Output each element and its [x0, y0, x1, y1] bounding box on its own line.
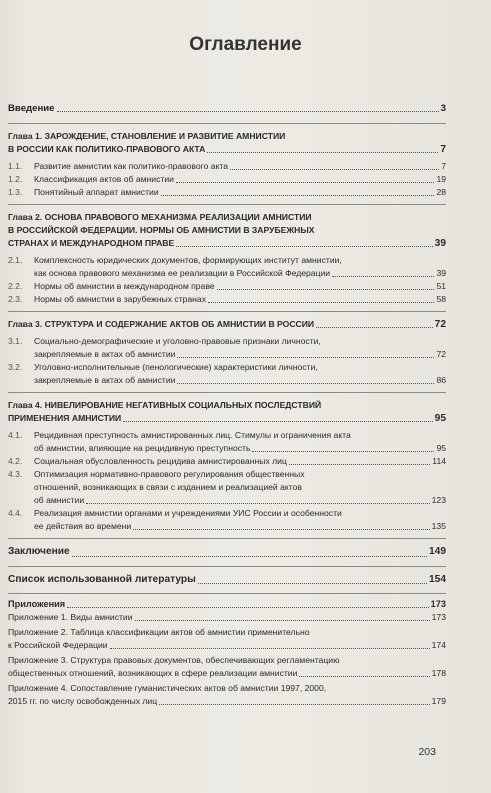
entry-page: 86 [436, 375, 446, 385]
table-of-contents [8, 98, 446, 710]
toc-chapter-heading[interactable] [8, 399, 446, 425]
toc-chapter-heading[interactable] [8, 211, 446, 250]
chapter-title-line: Глава 3. СТРУКТУРА И СОДЕРЖАНИЕ АКТОВ ОБ АМНИСТИИ В РОССИИ [8, 319, 315, 329]
leader-dots [289, 463, 430, 465]
section-number: 2.1. [8, 255, 23, 265]
toc-section-entry[interactable] [8, 335, 446, 361]
entry-text: закрепляемые в актах об амнистии [34, 375, 176, 385]
entry-page: 179 [431, 696, 446, 707]
toc-section-entry[interactable] [8, 173, 446, 186]
leader-dots [67, 606, 429, 608]
toc-entry-conclusion[interactable] [8, 545, 446, 560]
toc-section-entry[interactable] [8, 186, 446, 199]
entry-page: 39 [436, 268, 446, 278]
entry-text: Развитие амнистии как политико-правового акта [34, 161, 229, 171]
leader-dots [159, 703, 430, 705]
chapter-title-line: Глава 2. ОСНОВА ПРАВОВОГО МЕХАНИЗМА РЕАЛИЗАЦИИ АМНИСТИИ [8, 212, 312, 222]
section-number: 4.4. [8, 508, 23, 518]
leader-dots [252, 450, 434, 452]
leader-dots [176, 245, 432, 247]
leader-dots [177, 382, 434, 384]
entry-page: 95 [434, 413, 446, 424]
leader-dots [198, 582, 427, 584]
toc-section-entry[interactable] [8, 361, 446, 387]
toc-section-entry[interactable] [8, 507, 446, 533]
entry-text: 2015 гг. по числу освобожденных лиц [8, 696, 158, 707]
toc-entry-appendices[interactable] [8, 598, 446, 611]
section-number: 2.3. [8, 294, 23, 304]
entry-text: Классификация актов об амнистии [34, 174, 174, 184]
toc-section-entry[interactable] [8, 455, 446, 468]
leader-dots [72, 555, 427, 557]
entry-text: Приложение 1. Виды амнистии [8, 612, 133, 623]
entry-text: Уголовно-исполнительные (пенологические) характеристики личности, [34, 362, 318, 372]
entry-text: Понятийный аппарат амнистии [34, 187, 159, 197]
leader-dots [135, 619, 430, 621]
entry-text: отношений, возникающих в связи с изданием и реализацией актов [34, 482, 302, 492]
entry-text: закрепляемые в актах об амнистии [34, 349, 176, 359]
entry-page: 58 [436, 294, 446, 304]
toc-appendix-entry[interactable] [8, 611, 446, 624]
section-number: 1.3. [8, 187, 23, 197]
entry-text: Социально-демографические и уголовно-правовые признаки личности, [34, 336, 321, 346]
entry-page: 7 [440, 144, 446, 155]
entry-text: Нормы об амнистии в международном праве [34, 281, 215, 291]
section-number: 1.1. [8, 161, 23, 171]
leader-dots [177, 356, 434, 358]
toc-entry-intro[interactable] [8, 102, 446, 115]
leader-dots [110, 647, 430, 649]
leader-dots [176, 181, 435, 183]
leader-dots [316, 326, 433, 328]
entry-page: 95 [436, 443, 446, 453]
entry-page: 19 [436, 174, 446, 184]
section-number: 4.3. [8, 469, 23, 479]
chapter-title-line: Глава 1. ЗАРОЖДЕНИЕ, СТАНОВЛЕНИЕ И РАЗВИТИЕ АМНИСТИИ [8, 131, 286, 141]
entry-page: 114 [432, 456, 446, 466]
entry-page: 135 [431, 521, 446, 531]
entry-page: 7 [441, 161, 446, 171]
entry-text: Заключение [8, 546, 70, 557]
entry-text: Приложение 3. Структура правовых документов, обеспечивающих регламентацию [8, 655, 340, 666]
entry-page: 51 [436, 281, 446, 291]
toc-section-entry[interactable] [8, 280, 446, 293]
entry-text: Список использованной литературы [8, 573, 196, 585]
entry-text: Оптимизация нормативно-правового регулирования общественных [34, 469, 305, 479]
section-number: 2.2. [8, 281, 23, 291]
leader-dots [208, 301, 434, 303]
toc-section-entry[interactable] [8, 254, 446, 280]
section-number: 4.2. [8, 456, 23, 466]
leader-dots [217, 288, 435, 290]
entry-page: 72 [434, 319, 446, 330]
entry-text: об амнистии [34, 495, 85, 505]
entry-text: Реализация амнистии органами и учреждениями УИС России и особенности [34, 508, 342, 518]
toc-chapter-heading[interactable] [8, 318, 446, 331]
entry-text: общественных отношений, возникающих в сфере реализации амнистии [8, 668, 298, 679]
entry-page: 174 [431, 640, 446, 651]
entry-page: 3 [440, 103, 446, 114]
entry-page: 149 [429, 546, 446, 557]
toc-section-entry[interactable] [8, 429, 446, 455]
entry-text: Комплексность юридических документов, формирующих институт амнистии, [34, 255, 342, 265]
toc-appendix-entry[interactable] [8, 654, 446, 680]
toc-entry-bibliography[interactable] [8, 573, 446, 588]
entry-text: Приложение 4. Сопоставление гуманистических актов об амнистии 1997, 2000, [8, 683, 327, 694]
toc-appendix-entry[interactable] [8, 682, 446, 708]
section-number: 3.1. [8, 336, 23, 346]
leader-dots [123, 420, 432, 422]
entry-text: Социальная обусловленность рецидива амнистированных лиц [34, 456, 287, 466]
toc-section-entry[interactable] [8, 160, 446, 173]
entry-page: 39 [434, 238, 446, 249]
toc-chapter-heading[interactable] [8, 130, 446, 156]
toc-section-entry[interactable] [8, 293, 446, 306]
entry-text: как основа правового механизма ее реализации в Российской Федерации [34, 268, 331, 278]
entry-text: Нормы об амнистии в зарубежных странах [34, 294, 207, 304]
leader-dots [161, 194, 435, 196]
entry-text: к Российской Федерации [8, 640, 108, 651]
chapter-title-line: В РОССИИ КАК ПОЛИТИКО-ПРАВОВОГО АКТА [8, 144, 206, 154]
leader-dots [86, 502, 429, 504]
leader-dots [299, 675, 429, 677]
section-number: 3.2. [8, 362, 23, 372]
chapter-title-line: Глава 4. НИВЕЛИРОВАНИЕ НЕГАТИВНЫХ СОЦИАЛЬНЫХ ПОСЛЕДСТВИЙ [8, 400, 322, 410]
entry-text: ее действия во времени [34, 521, 132, 531]
entry-page: 28 [436, 187, 446, 197]
entry-page: 123 [431, 495, 446, 505]
entry-page: 178 [431, 668, 446, 679]
entry-text: Введение [8, 103, 55, 114]
page-title: Оглавление [189, 34, 302, 55]
entry-text: Рецидивная преступность амнистированных лиц. Стимулы и ограничения акта [34, 430, 351, 440]
leader-dots [230, 168, 439, 170]
toc-section-entry[interactable] [8, 468, 446, 507]
entry-page: 72 [436, 349, 446, 359]
toc-appendix-entry[interactable] [8, 626, 446, 652]
leader-dots [332, 275, 434, 277]
entry-page: 173 [431, 612, 446, 623]
entry-text: об амнистии, влияющие на рецидивную преступность [34, 443, 251, 453]
section-number: 4.1. [8, 430, 23, 440]
entry-page: 154 [429, 573, 446, 585]
chapter-title-line: ПРИМЕНЕНИЯ АМНИСТИИ [8, 413, 122, 423]
entry-text: Приложения [8, 599, 66, 610]
page-number: 203 [418, 746, 436, 758]
section-number: 1.2. [8, 174, 23, 184]
chapter-title-line: СТРАНАХ И МЕЖДУНАРОДНОМ ПРАВЕ [8, 238, 175, 248]
leader-dots [207, 151, 438, 153]
chapter-title-line: В РОССИЙСКОЙ ФЕДЕРАЦИИ. НОРМЫ ОБ АМНИСТИИ В ЗАРУБЕЖНЫХ [8, 225, 315, 235]
leader-dots [57, 110, 439, 112]
entry-page: 173 [430, 599, 446, 610]
leader-dots [133, 528, 429, 530]
entry-text: Приложение 2. Таблица классификации актов об амнистии применительно [8, 627, 310, 638]
